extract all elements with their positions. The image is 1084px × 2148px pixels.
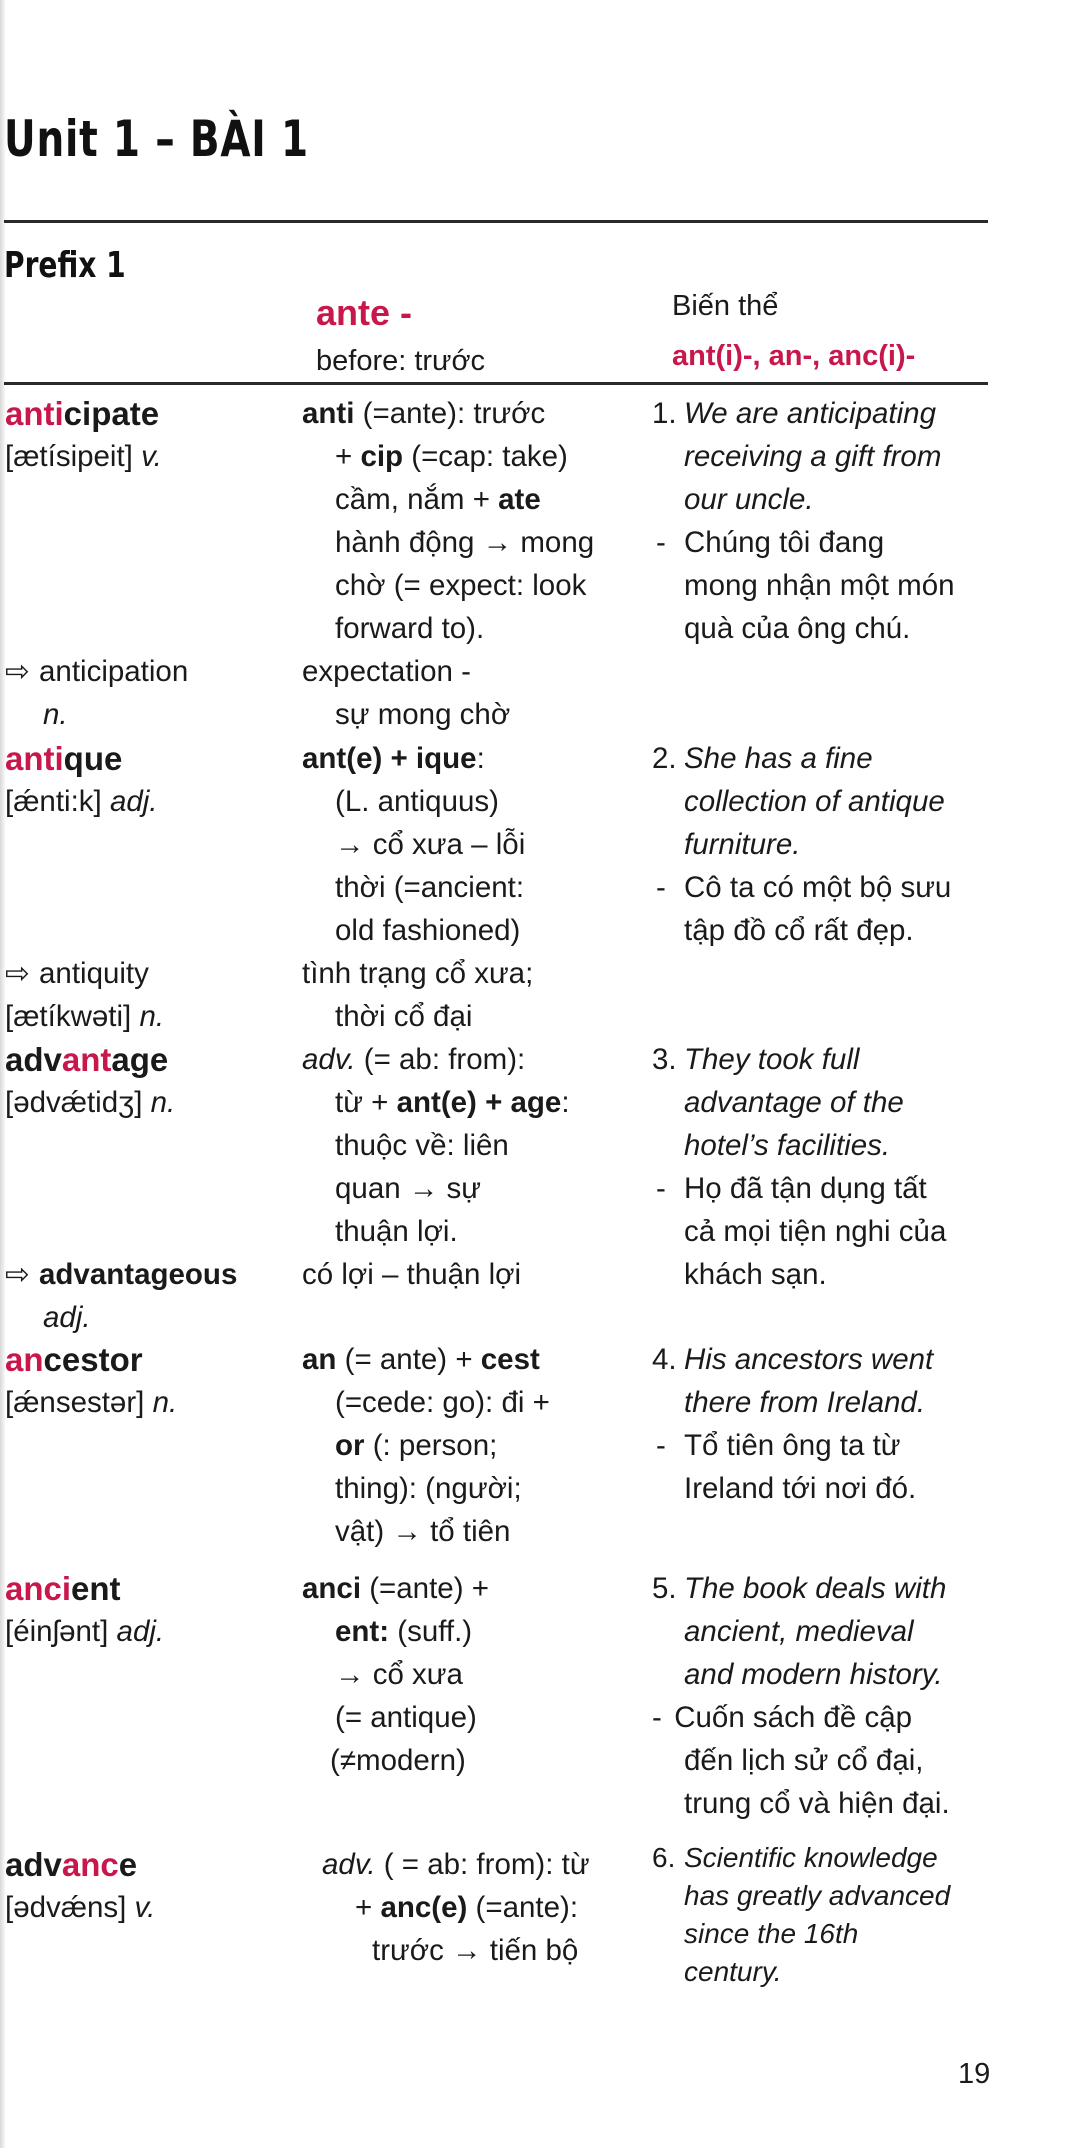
- dash-bullet: -: [656, 526, 666, 559]
- derived-word-text: antiquity: [39, 957, 149, 990]
- example-vietnamese: [652, 1424, 997, 1467]
- etymology-bold: ant(e) + age: [396, 1086, 562, 1119]
- example-english: has greatly advanced: [684, 1880, 951, 1911]
- example-english: furniture.: [684, 828, 801, 861]
- pronunciation: [5, 1886, 295, 1929]
- etymology-bold: anti: [302, 397, 355, 430]
- example-text: They took full: [684, 1043, 860, 1076]
- etymology-line: (≠modern): [330, 1744, 466, 1777]
- etymology-line: (L. antiquus): [335, 785, 499, 818]
- part-of-speech: adj.: [109, 785, 158, 818]
- headword: [5, 1038, 295, 1081]
- example-vietnamese: khách sạn.: [684, 1258, 827, 1291]
- example-english: ancient, medieval: [684, 1615, 914, 1648]
- ipa-text: [ætíkwəti]: [5, 1000, 132, 1033]
- etymology-italic: adv.: [322, 1848, 376, 1881]
- etymology-line: → cổ xưa: [335, 1658, 463, 1691]
- etymology-text: :: [561, 1086, 570, 1119]
- derived-word: [5, 952, 295, 995]
- headword-prefix-highlight: anti: [5, 740, 64, 777]
- etymology-line: [302, 1567, 642, 1610]
- derived-pos: n.: [43, 698, 68, 731]
- example-vietnamese: [652, 866, 997, 909]
- etymology-line: [302, 478, 642, 521]
- derived-word: [5, 1253, 295, 1296]
- example-vietnamese: quà của ông chú.: [684, 612, 911, 645]
- headword: [5, 1567, 295, 1610]
- etymology-text: (= ab: from):: [355, 1043, 526, 1076]
- example-english: [652, 1038, 997, 1081]
- example-english: [652, 1839, 997, 1877]
- headword-rest: cipate: [63, 395, 160, 432]
- headword-rest: cestor: [43, 1341, 143, 1378]
- headword-prefix-highlight: anci: [5, 1570, 72, 1607]
- pronunciation: [5, 1081, 295, 1124]
- etymology-line: [302, 1338, 642, 1381]
- derived-meaning: sự mong chờ: [335, 698, 511, 731]
- example-vietnamese: mong nhận một món: [684, 569, 955, 602]
- double-arrow-icon: ⇨: [5, 655, 30, 688]
- headword: [5, 737, 295, 780]
- part-of-speech: n.: [139, 1000, 165, 1033]
- example-text: We are anticipating: [684, 397, 936, 430]
- headword: [5, 392, 295, 435]
- derived-meaning: expectation -: [302, 655, 471, 688]
- etymology-text: (=ante):: [467, 1891, 579, 1924]
- etymology-bold: anc(e): [380, 1891, 468, 1924]
- example-vietnamese: [652, 521, 997, 564]
- example-english: our uncle.: [684, 483, 814, 516]
- etymology-text: từ +: [335, 1086, 397, 1119]
- example-english: since the 16th: [684, 1918, 859, 1949]
- etymology-text: (: person;: [364, 1429, 498, 1462]
- pronunciation: [5, 435, 295, 478]
- etymology-line: → cổ xưa – lỗi: [335, 828, 526, 861]
- example-number: 1.: [652, 397, 677, 430]
- etymology-line: [302, 392, 642, 435]
- headword-rest: ent: [71, 1570, 121, 1607]
- etymology-line: trước → tiến bộ: [372, 1934, 579, 1967]
- part-of-speech: n.: [150, 1086, 176, 1119]
- etymology-text: (=ante): trước: [354, 397, 546, 430]
- example-number: 4.: [652, 1343, 677, 1376]
- etymology-bold: ant(e) + ique: [302, 742, 477, 775]
- example-vietnamese: [652, 1696, 997, 1739]
- example-column: [652, 392, 997, 650]
- pronunciation: [5, 780, 295, 823]
- example-vietnamese: đến lịch sử cổ đại,: [684, 1744, 924, 1777]
- etymology-italic: adv.: [302, 1043, 356, 1076]
- etymology-column: [302, 1338, 642, 1553]
- etymology-line: vật) → tổ tiên: [335, 1515, 511, 1548]
- etymology-line: hành động → mong: [335, 526, 595, 559]
- etymology-bold: ent:: [335, 1615, 390, 1648]
- etymology-line: thuộc về: liên: [335, 1129, 509, 1162]
- etymology-line: [302, 1424, 642, 1467]
- example-english: there from Ireland.: [684, 1386, 926, 1419]
- etymology-line: old fashioned): [335, 914, 521, 947]
- example-text: His ancestors went: [684, 1343, 934, 1376]
- double-arrow-icon: ⇨: [5, 957, 30, 990]
- example-number: 2.: [652, 742, 677, 775]
- etymology-text: (=ante) +: [361, 1572, 489, 1605]
- etymology-column: [302, 737, 642, 1038]
- example-english: collection of antique: [684, 785, 945, 818]
- etymology-text: +: [355, 1891, 381, 1924]
- page-number: 19: [958, 2058, 991, 2090]
- double-arrow-icon: ⇨: [5, 1258, 30, 1291]
- etymology-text: :: [476, 742, 485, 775]
- prefix-label: Prefix 1: [4, 245, 126, 286]
- etymology-line: [302, 1038, 642, 1081]
- example-text: Cuốn sách đề cập: [674, 1701, 913, 1734]
- etymology-bold: ate: [498, 483, 541, 516]
- dash-bullet: -: [656, 871, 666, 904]
- part-of-speech: v.: [141, 440, 162, 473]
- headword-rest: age: [111, 1041, 169, 1078]
- headword: [5, 1843, 295, 1886]
- headword-root-highlight: ant: [61, 1041, 112, 1078]
- header-divider: [4, 382, 988, 385]
- headword-column: [5, 1038, 295, 1339]
- dash-bullet: -: [652, 1701, 662, 1734]
- etymology-line: (= antique): [335, 1701, 477, 1734]
- example-vietnamese: [652, 1167, 997, 1210]
- example-number: 3.: [652, 1043, 677, 1076]
- ipa-text: [ǽnti:k]: [5, 785, 102, 818]
- headword-prefix-highlight: anti: [5, 395, 64, 432]
- etymology-line: forward to).: [335, 612, 485, 645]
- etymology-column: [322, 1843, 662, 1972]
- etymology-text: cầm, nắm +: [335, 483, 499, 516]
- etymology-bold: cest: [480, 1343, 540, 1376]
- pronunciation: [5, 1610, 295, 1653]
- example-english: [652, 1338, 997, 1381]
- etymology-bold: an: [302, 1343, 337, 1376]
- example-text: Chúng tôi đang: [684, 526, 885, 559]
- etymology-line: [322, 1886, 662, 1929]
- example-text: Tổ tiên ông ta từ: [684, 1429, 901, 1462]
- part-of-speech: v.: [134, 1891, 156, 1924]
- etymology-line: [302, 1610, 642, 1653]
- headword-root-highlight: anc: [61, 1846, 119, 1883]
- example-text: Họ đã tận dụng tất: [684, 1172, 927, 1205]
- pronunciation: [5, 1381, 295, 1424]
- unit-title: Unit 1 – BÀI 1: [4, 110, 309, 168]
- etymology-line: [322, 1843, 662, 1886]
- headword: [5, 1338, 295, 1381]
- headword-column: [5, 1843, 295, 1929]
- ipa-text: [ədvǽtidʒ]: [5, 1086, 143, 1119]
- etymology-bold: or: [335, 1429, 365, 1462]
- derived-meaning: tình trạng cổ xưa;: [302, 957, 534, 990]
- example-english: hotel’s facilities.: [684, 1129, 891, 1162]
- etymology-line: chờ (= expect: look: [335, 569, 587, 602]
- headword-start: adv: [5, 1041, 62, 1078]
- etymology-text: ( = ab: from): từ: [375, 1848, 590, 1881]
- prefix-name: ante -: [316, 292, 413, 333]
- etymology-column: [302, 1038, 642, 1296]
- etymology-text: (=cap: take): [403, 440, 568, 473]
- etymology-bold: anci: [302, 1572, 362, 1605]
- etymology-column: [302, 392, 642, 736]
- headword-rest: e: [118, 1846, 138, 1883]
- etymology-line: [302, 435, 642, 478]
- headword-column: [5, 1338, 295, 1424]
- example-column: [652, 1839, 997, 1991]
- example-english: and modern history.: [684, 1658, 943, 1691]
- example-english: century.: [684, 1956, 782, 1987]
- ipa-text: [ætísipeit]: [5, 440, 133, 473]
- headword-column: [5, 1567, 295, 1653]
- etymology-line: thời (=ancient:: [335, 871, 525, 904]
- headword-column: [5, 737, 295, 1038]
- etymology-line: thing): (người;: [335, 1472, 522, 1505]
- ipa-text: [ədvǽns]: [5, 1891, 127, 1924]
- example-vietnamese: trung cổ và hiện đại.: [684, 1787, 950, 1820]
- etymology-line: (=cede: go): đi +: [335, 1386, 550, 1419]
- example-number: 5.: [652, 1572, 677, 1605]
- title-divider: [4, 220, 988, 223]
- example-english: receiving a gift from: [684, 440, 942, 473]
- derived-meaning: có lợi – thuận lợi: [302, 1258, 522, 1291]
- headword-start: adv: [5, 1846, 62, 1883]
- dash-bullet: -: [656, 1429, 666, 1462]
- derived-meaning: thời cổ đại: [335, 1000, 473, 1033]
- example-vietnamese: tập đồ cổ rất đẹp.: [684, 914, 914, 947]
- example-english: [652, 392, 997, 435]
- part-of-speech: adj.: [116, 1615, 165, 1648]
- etymology-line: [302, 737, 642, 780]
- ipa-text: [ǽnsestər]: [5, 1386, 145, 1419]
- example-text: Cô ta có một bộ sưu: [684, 871, 952, 904]
- etymology-line: thuận lợi.: [335, 1215, 458, 1248]
- etymology-bold: cip: [360, 440, 404, 473]
- part-of-speech: n.: [152, 1386, 178, 1419]
- headword-rest: que: [63, 740, 123, 777]
- prefix-meaning: before: trước: [316, 345, 485, 377]
- etymology-text: (suff.): [389, 1615, 473, 1648]
- example-column: [652, 1338, 997, 1510]
- example-text: Scientific knowledge: [684, 1842, 938, 1873]
- headword-prefix-highlight: an: [5, 1341, 44, 1378]
- etymology-column: [302, 1567, 642, 1782]
- headword-column: [5, 392, 295, 736]
- etymology-line: [302, 1081, 642, 1124]
- example-english: [652, 737, 997, 780]
- example-column: [652, 737, 997, 952]
- example-english: [652, 1567, 997, 1610]
- ipa-text: [éinʃənt]: [5, 1615, 109, 1648]
- variant-label: Biến thể: [672, 290, 779, 322]
- example-column: [652, 1567, 997, 1825]
- etymology-text: (= ante) +: [336, 1343, 481, 1376]
- example-vietnamese: Ireland tới nơi đó.: [684, 1472, 917, 1505]
- example-text: The book deals with: [684, 1572, 947, 1605]
- derived-pos: adj.: [43, 1301, 91, 1334]
- derived-pronunciation: [5, 995, 295, 1038]
- etymology-line: quan → sự: [335, 1172, 482, 1205]
- example-english: advantage of the: [684, 1086, 904, 1119]
- example-column: [652, 1038, 997, 1296]
- derived-word: [5, 650, 295, 693]
- derived-word-text: advantageous: [39, 1258, 238, 1291]
- example-text: She has a fine: [684, 742, 873, 775]
- example-number: 6.: [652, 1842, 676, 1873]
- etymology-text: +: [335, 440, 361, 473]
- derived-word-text: anticipation: [39, 655, 189, 688]
- example-vietnamese: cả mọi tiện nghi của: [684, 1215, 947, 1248]
- dash-bullet: -: [656, 1172, 666, 1205]
- variant-values: ant(i)-, an-, anc(i)-: [672, 340, 916, 372]
